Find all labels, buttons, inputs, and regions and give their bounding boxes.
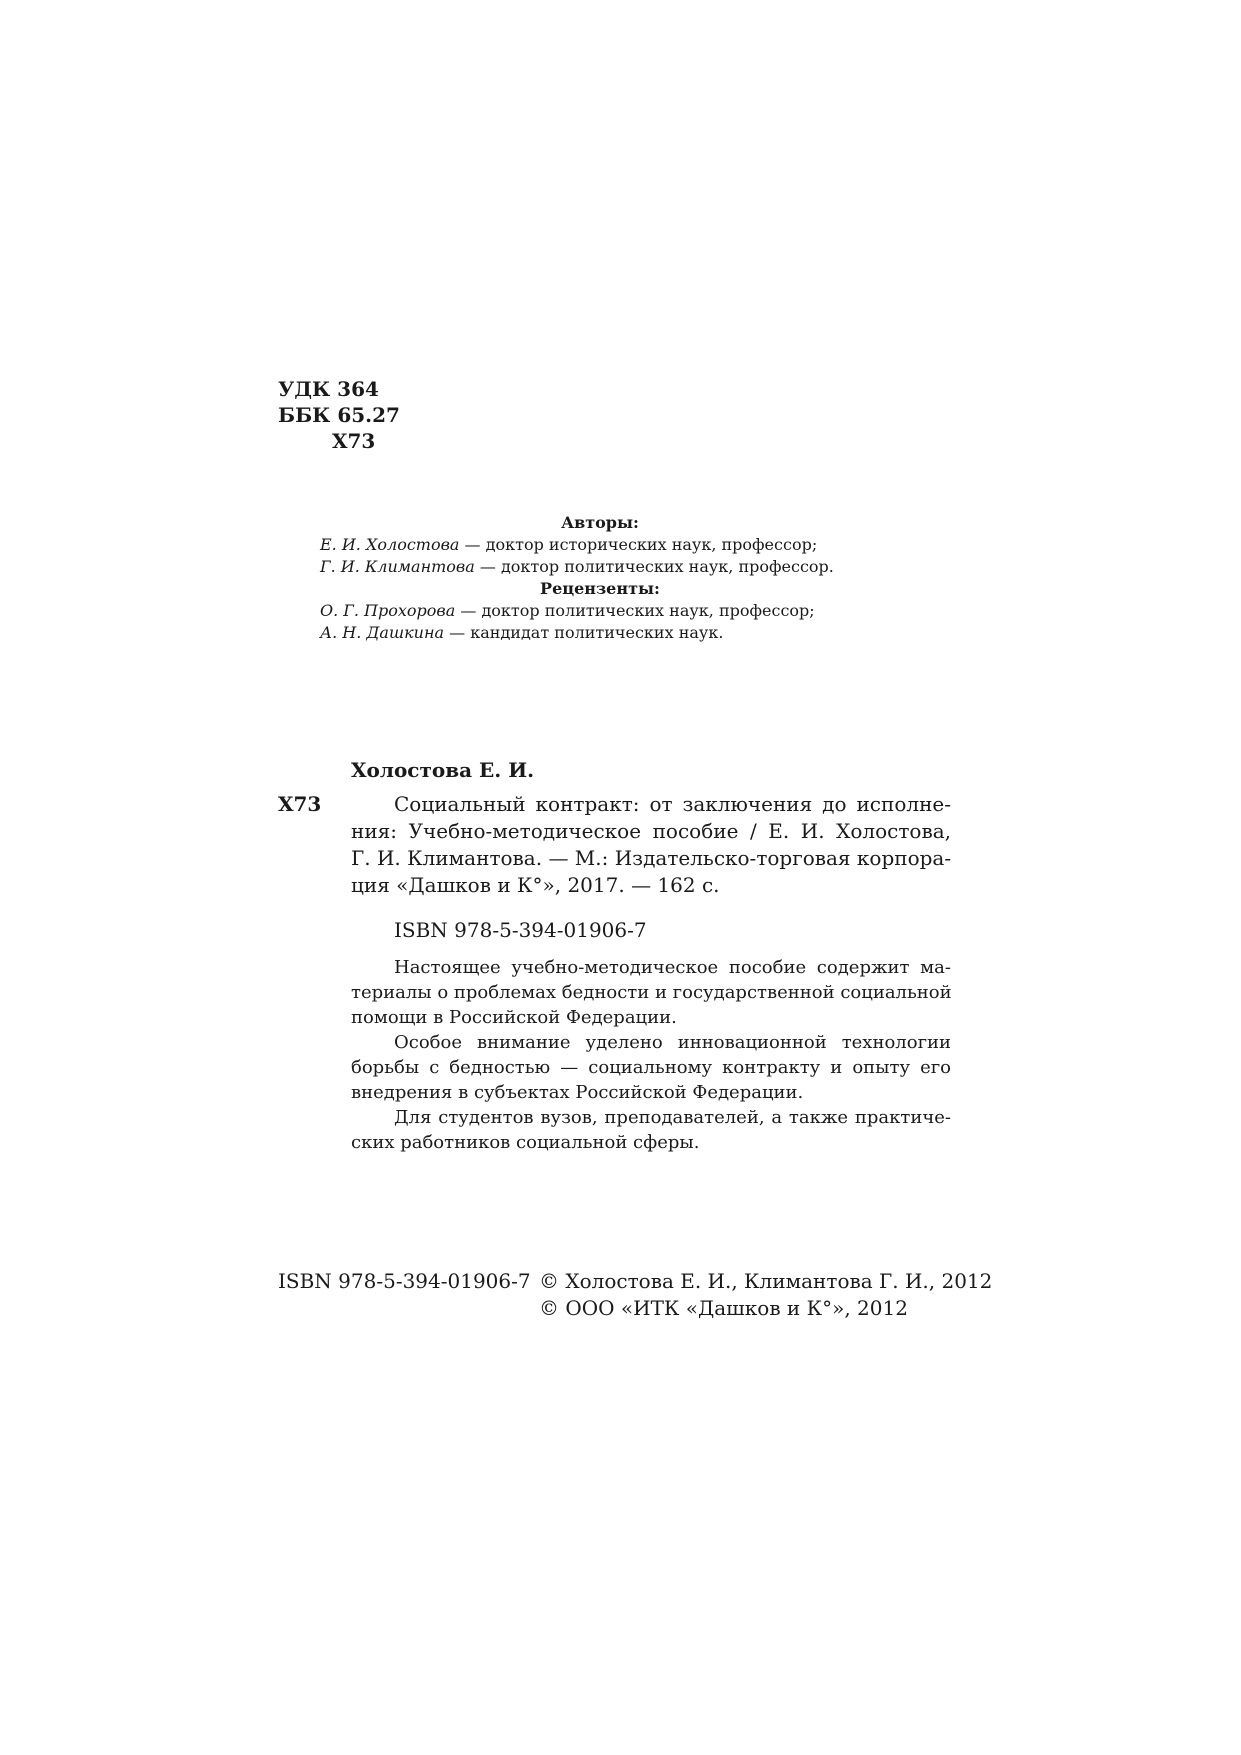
annotation-line: внедрения в субъектах Российской Федерации. — [351, 1082, 804, 1103]
entry-author-mark: Х73 — [278, 792, 322, 816]
author-name: Е. И. Холостова — [320, 535, 460, 554]
bbk-code: ББК 65.27 — [278, 403, 400, 427]
biblio-line: Г. И. Климантова. — М.: Издательско-торговая корпора- — [351, 846, 952, 870]
reviewer-description: — доктор политических наук, профессор; — [455, 601, 815, 620]
author-line — [320, 556, 880, 578]
biblio-line: ния: Учебно-методическое пособие / Е. И. Холостова, — [351, 819, 951, 843]
annotation-line: Особое внимание уделено инновационной технологии — [394, 1032, 951, 1053]
annotation-line: Для студентов вузов, преподавателей, а также практиче- — [394, 1107, 951, 1128]
author-description: — доктор политических наук, профессор. — [474, 557, 834, 576]
credits-block — [320, 512, 880, 644]
copyright-authors: © Холостова Е. И., Климантова Г. И., 2012 — [539, 1269, 993, 1293]
author-name: Г. И. Климантова — [320, 557, 475, 576]
main-author-heading: Холостова Е. И. — [351, 758, 535, 782]
isbn-number: ISBN 978-5-394-01906-7 — [394, 918, 647, 942]
reviewer-description: — кандидат политических наук. — [444, 623, 724, 642]
author-line — [320, 534, 880, 556]
authors-heading: Авторы: — [561, 513, 639, 532]
footer-isbn: ISBN 978-5-394-01906-7 — [278, 1269, 531, 1293]
annotation-line: Настоящее учебно-методическое пособие содержит ма- — [394, 957, 951, 978]
reviewer-name: А. Н. Дашкина — [320, 623, 445, 642]
annotation-line: помощи в Российской Федерации. — [351, 1007, 677, 1028]
biblio-line: Социальный контракт: от заключения до исполне- — [394, 792, 951, 816]
reviewer-line — [320, 600, 880, 622]
annotation-line: териалы о проблемах бедности и государственной социальной — [351, 982, 952, 1003]
bibliographic-description — [351, 791, 951, 899]
copyright-publisher: © ООО «ИТК «Дашков и К°», 2012 — [539, 1296, 908, 1320]
reviewers-heading: Рецензенты: — [540, 579, 660, 598]
annotation-line: борьбы с бедностью — социальному контракту и опыту его — [351, 1057, 951, 1078]
reviewer-line — [320, 622, 880, 644]
author-description: — доктор исторических наук, профессор; — [459, 535, 818, 554]
author-mark-code: Х73 — [332, 429, 376, 453]
reviewer-name: О. Г. Прохорова — [320, 601, 456, 620]
udk-code: УДК 364 — [278, 377, 379, 401]
annotation-line: ских работников социальной сферы. — [351, 1132, 700, 1153]
biblio-line: ция «Дашков и К°», 2017. — 162 с. — [351, 873, 720, 897]
annotation — [351, 955, 951, 1155]
